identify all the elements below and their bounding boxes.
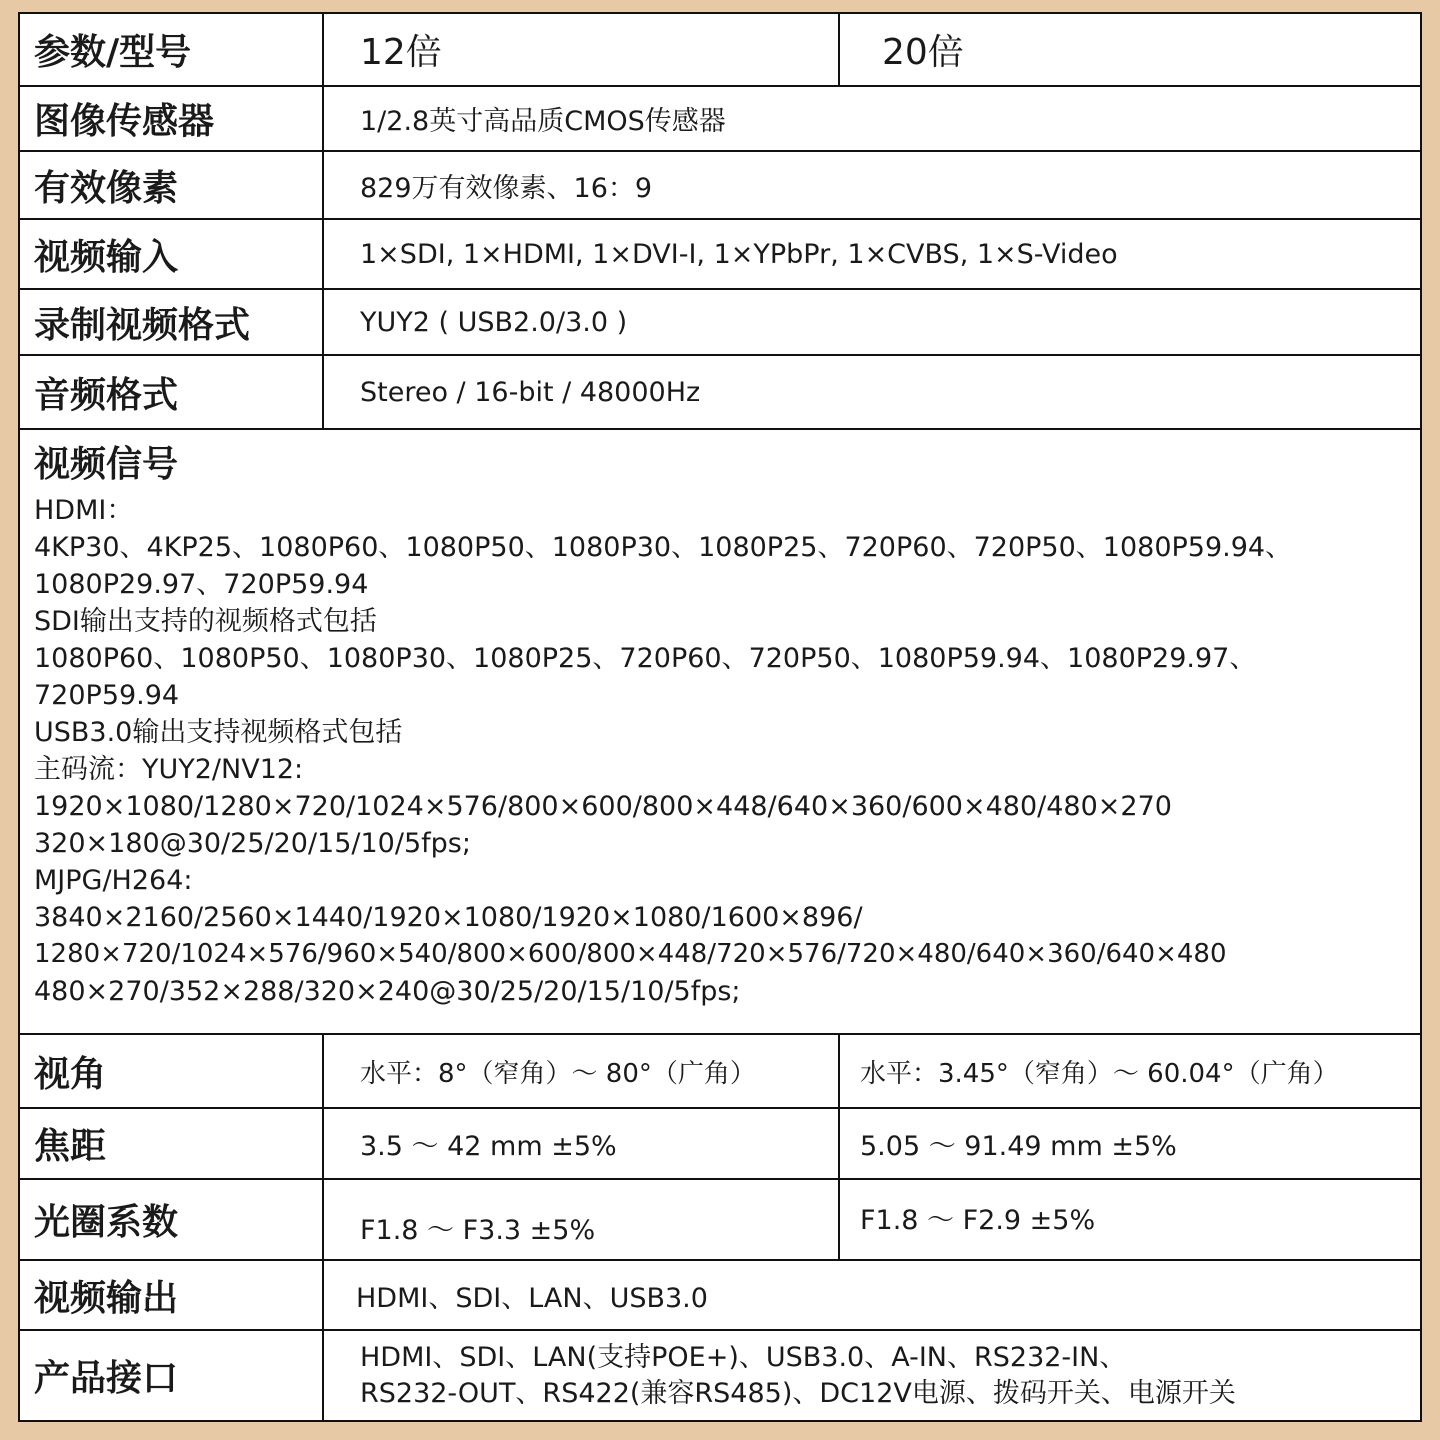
signal-line: USB3.0输出支持视频格式包括 — [34, 717, 403, 748]
signal-line: 4KP30、4KP25、1080P60、1080P50、1080P30、1080P25、720P60、720P50、1080P59.94、 — [34, 532, 1293, 563]
row-value — [324, 1331, 1424, 1420]
header-label: 参数/型号 — [20, 14, 324, 85]
signal-line: 1920×1080/1280×720/1024×576/800×600/800×448/640×360/600×480/480×270 — [34, 791, 1172, 822]
row-label: 光圈系数 — [20, 1180, 324, 1259]
row-video-signal — [20, 430, 1420, 1035]
signal-line: HDMI： — [34, 495, 134, 526]
signal-line: 1080P29.97、720P59.94 — [34, 569, 369, 600]
signal-line: 1080P60、1080P50、1080P30、1080P25、720P60、720P50、1080P59.94、1080P29.97、 — [34, 643, 1257, 674]
signal-line: 480×270/352×288/320×240@30/25/20/15/10/5fps; — [34, 976, 741, 1007]
row-value-20x: F1.8 ～ F2.9 ±5% — [860, 1205, 1096, 1236]
model-20x: 20倍 — [882, 32, 964, 73]
row-record-format — [20, 290, 1420, 356]
row-value: 1/2.8英寸高品质CMOS传感器 — [360, 106, 726, 137]
row-label: 焦距 — [20, 1109, 324, 1178]
row-audio-format — [20, 356, 1420, 430]
interface-line-1: HDMI、SDI、LAN(支持POE+)、USB3.0、A-IN、RS232-IN、 — [360, 1341, 1127, 1373]
row-value: YUY2 ( USB2.0/3.0 ) — [360, 306, 628, 338]
row-label: 视频输出 — [20, 1261, 324, 1329]
row-value: Stereo / 16-bit / 48000Hz — [360, 376, 701, 408]
interface-line-2: RS232-OUT、RS422(兼容RS485)、DC12V电源、拨码开关、电源开关 — [360, 1377, 1236, 1409]
row-video-input — [20, 220, 1420, 290]
signal-line: MJPG/H264: — [34, 865, 193, 896]
signal-line: 320×180@30/25/20/15/10/5fps; — [34, 828, 471, 859]
header-row — [20, 14, 1420, 87]
row-value: 1×SDI, 1×HDMI, 1×DVI-I, 1×YPbPr, 1×CVBS, 1×S-Video — [360, 238, 1118, 270]
row-aperture — [20, 1180, 1420, 1261]
row-value-12x: 水平：8°（窄角）～ 80°（广角） — [324, 1035, 840, 1107]
row-label: 视频输入 — [20, 220, 324, 288]
row-label: 图像传感器 — [20, 87, 324, 150]
row-label: 视角 — [20, 1035, 324, 1107]
row-video-output — [20, 1261, 1420, 1331]
row-interfaces — [20, 1331, 1420, 1420]
row-value-20x: 5.05 ～ 91.49 mm ±5% — [860, 1131, 1177, 1162]
row-image-sensor — [20, 87, 1420, 152]
spec-table — [18, 12, 1422, 1422]
signal-line: 1280×720/1024×576/960×540/800×600/800×448/720×576/720×480/640×360/640×480 — [34, 939, 1227, 969]
signal-line: SDI输出支持的视频格式包括 — [34, 606, 377, 637]
row-value-12x: F1.8 ～ F3.3 ±5% — [324, 1180, 840, 1259]
row-value-12x: 3.5 ～ 42 mm ±5% — [324, 1109, 840, 1178]
row-label: 录制视频格式 — [20, 290, 324, 354]
row-value-20x: 水平：3.45°（窄角）～ 60.04°（广角） — [860, 1058, 1339, 1089]
row-label: 音频格式 — [20, 356, 324, 428]
signal-line: 3840×2160/2560×1440/1920×1080/1920×1080/1600×896/ — [34, 902, 863, 933]
signal-line: 主码流：YUY2/NV12: — [34, 754, 304, 785]
row-label: 产品接口 — [20, 1331, 324, 1420]
row-value: HDMI、SDI、LAN、USB3.0 — [356, 1282, 708, 1314]
signal-line: 720P59.94 — [34, 680, 180, 711]
video-signal-title: 视频信号 — [34, 444, 179, 485]
model-12x: 12倍 — [324, 14, 840, 85]
row-value: 829万有效像素、16：9 — [360, 172, 653, 204]
row-focal-length — [20, 1109, 1420, 1180]
row-effective-pixels — [20, 152, 1420, 220]
row-view-angle — [20, 1035, 1420, 1109]
row-label: 有效像素 — [20, 152, 324, 218]
